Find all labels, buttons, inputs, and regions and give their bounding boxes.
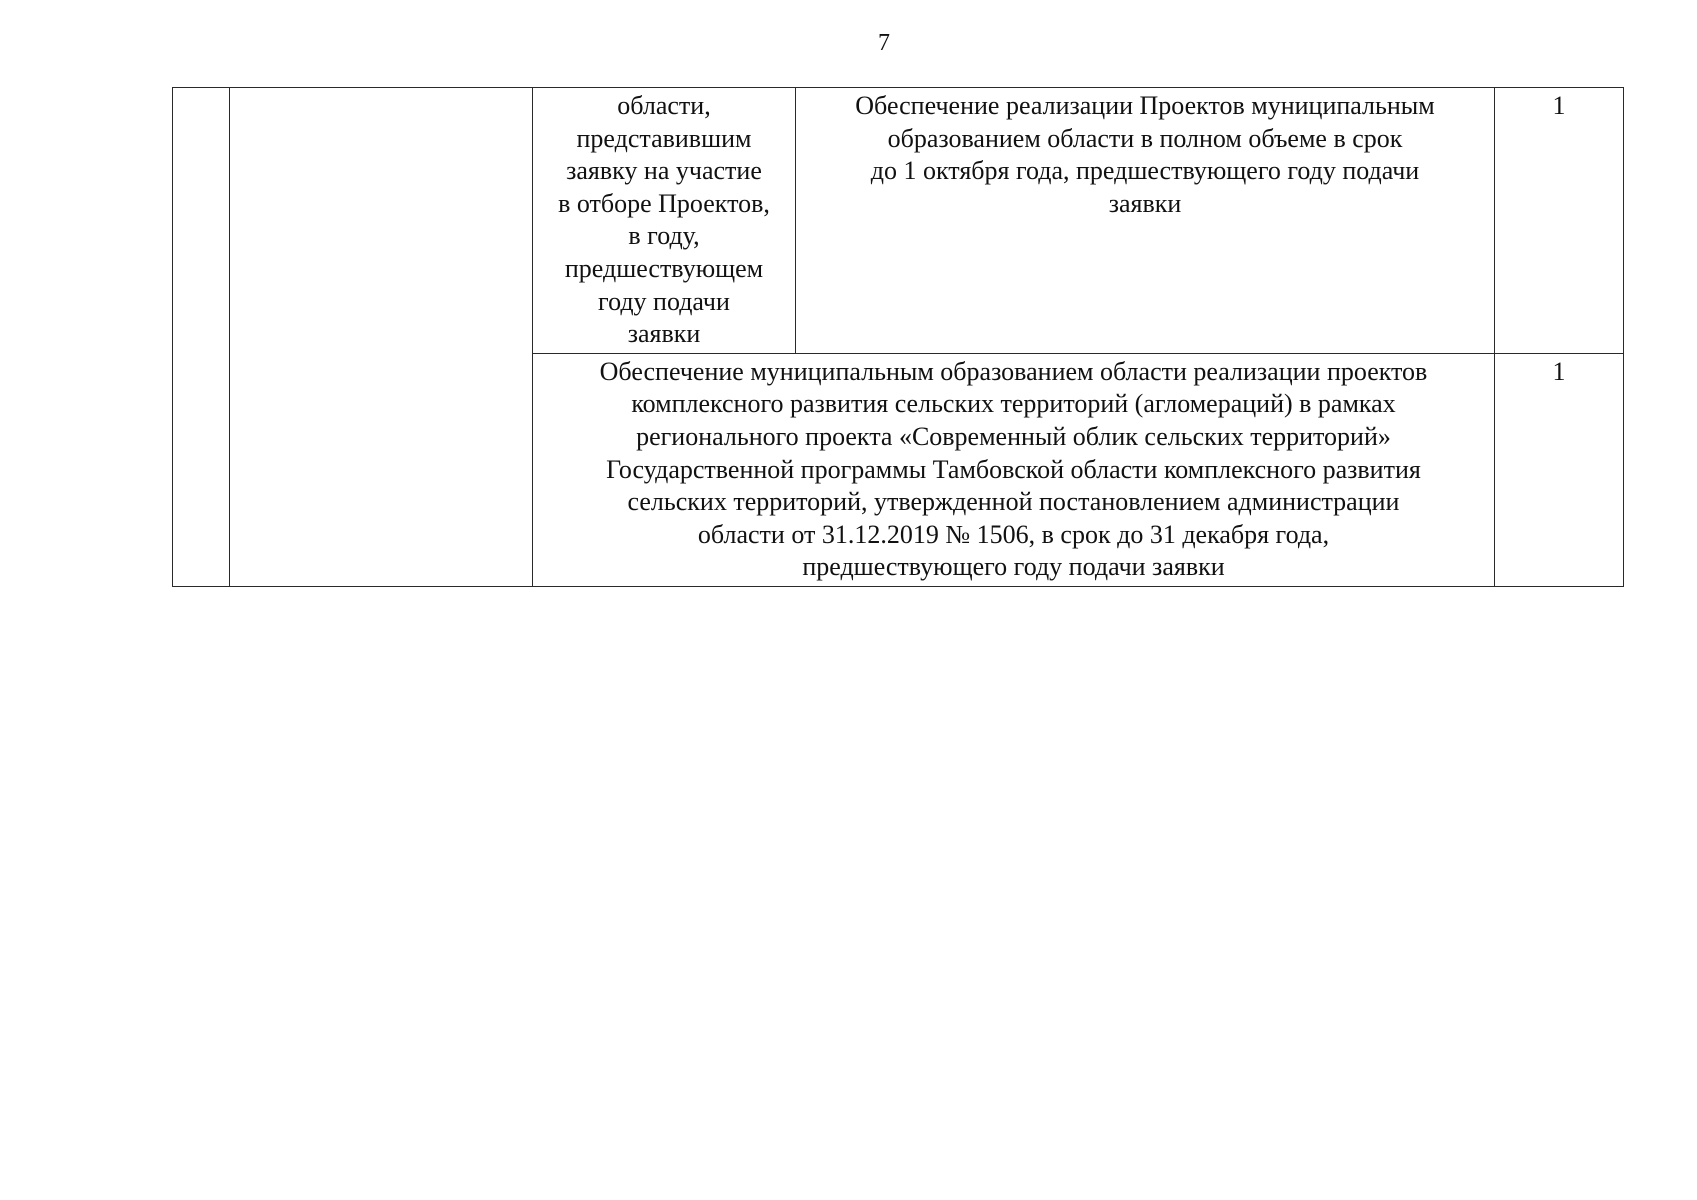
score-value: 1 — [1552, 91, 1566, 120]
page-number: 7 — [878, 30, 890, 56]
table-cell-score — [1495, 353, 1624, 586]
table-row — [173, 88, 1624, 354]
criteria-table — [172, 87, 1624, 587]
table-cell-number-column — [173, 88, 230, 587]
table-cell-merged-requirement — [533, 353, 1495, 586]
table-cell-criterion-column — [230, 88, 533, 587]
requirement-text: Обеспечение реализации Проектов муниципальным образованием области в полном объеме в срок до 1 октября года, предшествующего году подачи заявки — [855, 91, 1435, 218]
table-cell-score — [1495, 88, 1624, 354]
condition-text: области, представившим заявку на участие в отборе Проектов, в году, предшествующем году подачи заявки — [558, 91, 770, 349]
score-value: 1 — [1552, 356, 1566, 386]
table-cell-requirement — [796, 88, 1495, 354]
merged-requirement-text: Обеспечение муниципальным образованием области реализации проектов комплексного развития сельских территорий (агломераций) в рамках регионального проекта «Современный облик сельских территорий» Государственной программы Тамбовской области комплексного развития сельских территорий, утвержденной постановлением администрации области от 31.12.2019 № 1506, в срок до 31 декабря года, предшествующего году подачи заявки — [599, 356, 1428, 582]
table-cell-condition — [533, 88, 796, 354]
